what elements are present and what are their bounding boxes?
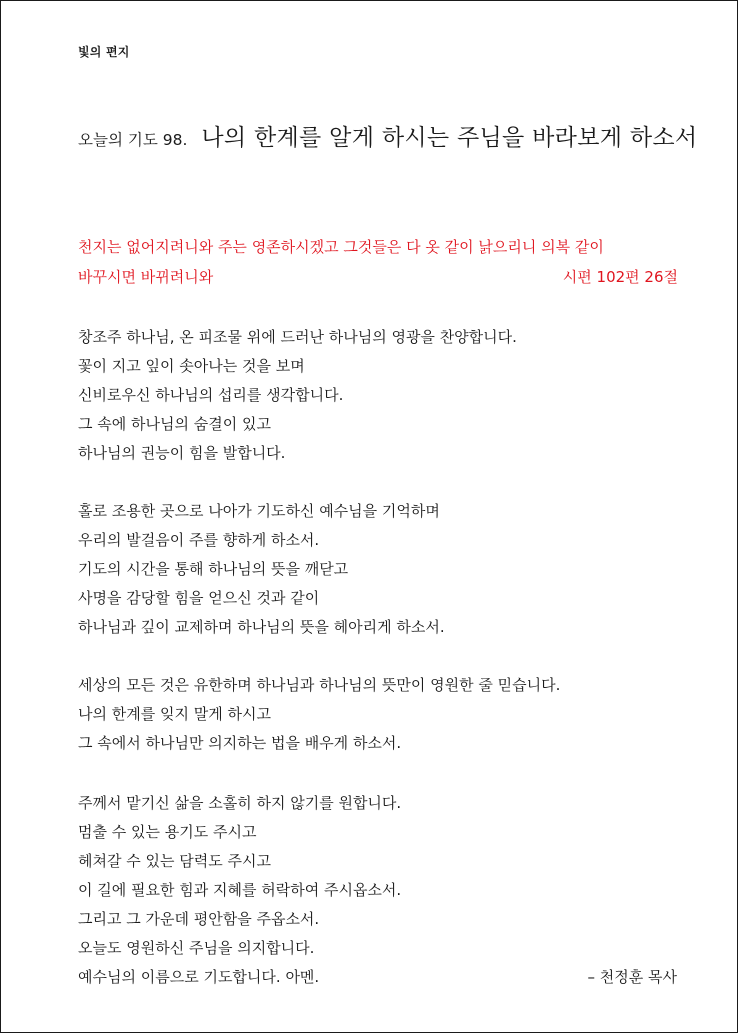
prayer-number: 오늘의 기도 98. xyxy=(78,131,188,149)
prayer-line: 헤쳐갈 수 있는 담력도 주시고 xyxy=(78,852,271,870)
scripture-verse-text: 바꾸시면 바뀌려니와 xyxy=(78,268,214,286)
prayer-title xyxy=(78,119,697,152)
prayer-line: 주께서 맡기신 삶을 소홀히 하지 않기를 원합니다. xyxy=(78,794,402,812)
scripture-reference: 시편 102편 26절 xyxy=(562,268,678,286)
prayer-line: 이 길에 필요한 힘과 지혜를 허락하여 주시옵소서. xyxy=(78,881,402,899)
prayer-line: 기도의 시간을 통해 하나님의 뜻을 깨닫고 xyxy=(78,560,349,578)
prayer-line: 하나님의 권능이 힘을 발합니다. xyxy=(78,444,286,462)
prayer-line: 하나님과 깊이 교제하며 하나님의 뜻을 헤아리게 하소서. xyxy=(78,618,445,636)
prayer-line: 그리고 그 가운데 평안함을 주옵소서. xyxy=(78,910,320,928)
prayer-line: 우리의 발걸음이 주를 향하게 하소서. xyxy=(78,531,320,549)
prayer-line: 나의 한계를 잊지 말게 하시고 xyxy=(78,705,271,723)
brand-title: 빛의 편지 xyxy=(78,45,130,59)
prayer-line: 창조주 하나님, 온 피조물 위에 드러난 하나님의 영광을 찬양합니다. xyxy=(78,328,517,346)
prayer-line: 신비로우신 하나님의 섭리를 생각합니다. xyxy=(78,386,344,404)
prayer-line: 세상의 모든 것은 유한하며 하나님과 하나님의 뜻만이 영원한 줄 믿습니다. xyxy=(78,676,561,694)
scripture-verse-line-1: 천지는 없어지려니와 주는 영존하시겠고 그것들은 다 옷 같이 낡으리니 의복 같이 xyxy=(78,238,604,256)
prayer-line: 멈출 수 있는 용기도 주시고 xyxy=(78,823,257,841)
author-signature: – 천정훈 목사 xyxy=(587,968,677,986)
prayer-line: 홀로 조용한 곳으로 나아가 기도하신 예수님을 기억하며 xyxy=(78,502,440,520)
prayer-closing-line: 예수님의 이름으로 기도합니다. 아멘. xyxy=(78,968,320,986)
prayer-line: 사명을 감당할 힘을 얻으신 것과 같이 xyxy=(78,589,320,607)
prayer-line: 그 속에 하나님의 숨결이 있고 xyxy=(78,415,271,433)
prayer-line: 오늘도 영원하신 주님을 의지합니다. xyxy=(78,939,315,957)
prayer-line: 그 속에서 하나님만 의지하는 법을 배우게 하소서. xyxy=(78,734,402,752)
prayer-line: 꽃이 지고 잎이 솟아나는 것을 보며 xyxy=(78,357,305,375)
scripture-verse-line-2 xyxy=(78,267,678,287)
prayer-heading: 나의 한계를 알게 하시는 주님을 바라보게 하소서 xyxy=(201,125,698,151)
